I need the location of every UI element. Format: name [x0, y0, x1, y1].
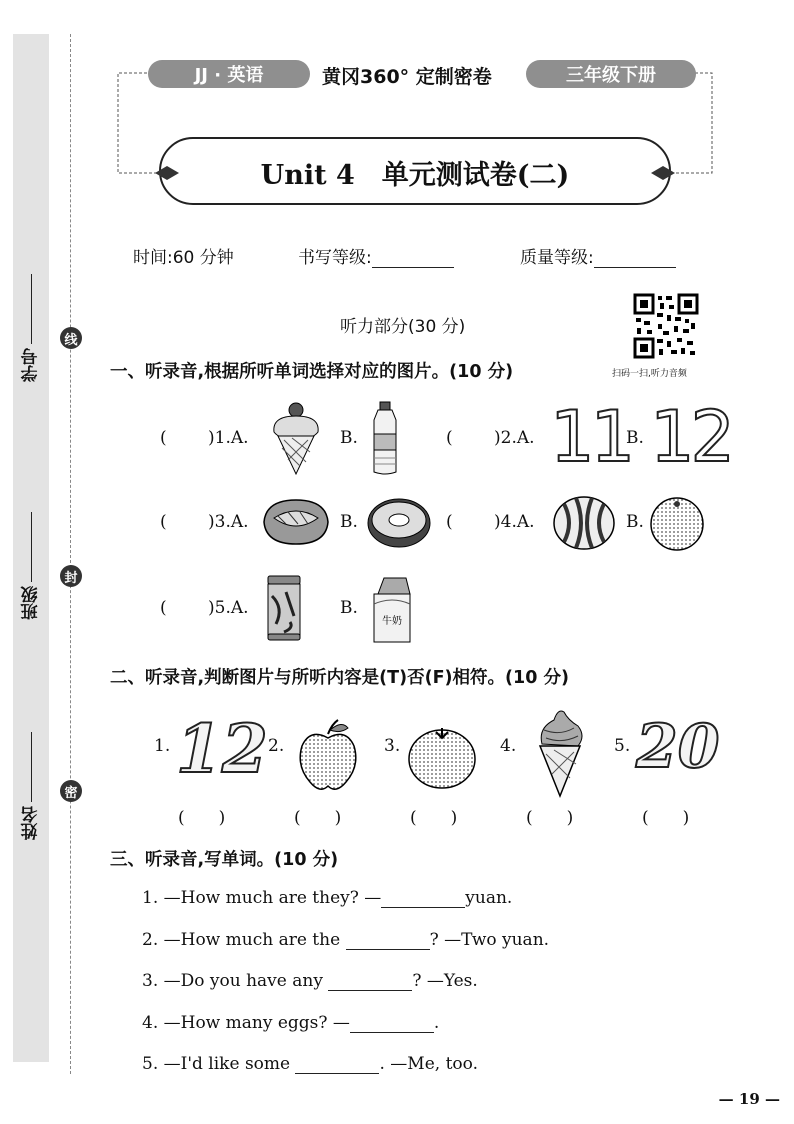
ice-cream-icon[interactable] [268, 400, 324, 476]
question-1-label: )1.A. [208, 428, 249, 448]
brand-title: 黄冈360° 定制密卷 [322, 66, 492, 88]
fill-line-2: 2. —How much are the ? —Two yuan. [142, 930, 550, 950]
seal-secret: 密 [60, 780, 82, 802]
number-eleven-picture[interactable]: 11 [550, 396, 632, 478]
quality-grade-blank[interactable] [594, 249, 676, 268]
page-number: — 19 — [718, 1090, 780, 1108]
fill-line-1: 1. —How much are they? — yuan. [142, 888, 513, 908]
bread-icon[interactable] [260, 494, 332, 550]
item-number: 4. [500, 736, 517, 756]
answer-blank[interactable] [328, 972, 412, 991]
soda-can-icon[interactable] [264, 572, 304, 644]
question-4-label: )4.A. [494, 512, 535, 532]
class-label: 班级 [14, 460, 48, 620]
answer-blank[interactable] [350, 1014, 434, 1033]
milk-carton-icon[interactable] [370, 574, 414, 644]
fill-line-3: 3. —Do you have any ? —Yes. [142, 971, 478, 991]
writing-grade: 书写等级: [298, 243, 454, 268]
unit-title: Unit 4 单元测试卷(二) [260, 159, 570, 191]
answer-paren[interactable]: ( [446, 512, 453, 532]
section3-title: 三、听录音,写单词。(10 分) [110, 850, 339, 870]
answer-paren[interactable]: ( [160, 428, 167, 448]
option-b: B. [626, 512, 644, 532]
answer-paren[interactable]: ( ) [642, 808, 690, 828]
answer-paren[interactable]: ( ) [178, 808, 226, 828]
writing-grade-blank[interactable] [372, 249, 454, 268]
number-twelve-picture[interactable]: 12 [176, 710, 268, 788]
answer-blank[interactable] [295, 1055, 379, 1074]
ice-cream-cone-icon[interactable] [534, 706, 586, 798]
answer-blank[interactable] [346, 931, 430, 950]
listening-header: 听力部分(30 分) [340, 317, 466, 337]
option-b: B. [340, 512, 358, 532]
answer-paren[interactable]: ( ) [294, 808, 342, 828]
subject-pill: JJ · 英语 [148, 60, 310, 88]
item-number: 1. [154, 736, 171, 756]
orange-icon[interactable] [648, 494, 706, 552]
answer-paren[interactable]: ( [446, 428, 453, 448]
qr-caption: 扫码一扫,听力音频 [612, 369, 687, 379]
item-number: 2. [268, 736, 285, 756]
answer-paren[interactable]: ( [160, 598, 167, 618]
milk-carton-text: 牛奶 [382, 616, 402, 627]
number-twelve-picture[interactable]: 12 [650, 396, 732, 478]
option-b: B. [340, 598, 358, 618]
watermelon-icon[interactable] [552, 494, 616, 552]
answer-blank[interactable] [381, 889, 465, 908]
quality-grade: 质量等级: [520, 243, 676, 268]
question-3-label: )3.A. [208, 512, 249, 532]
seal-line: 线 [60, 327, 82, 349]
answer-paren[interactable]: ( ) [526, 808, 574, 828]
question-2-label: )2.A. [494, 428, 535, 448]
answer-paren[interactable]: ( [160, 512, 167, 532]
answer-paren[interactable]: ( ) [410, 808, 458, 828]
cut-line [70, 34, 71, 1074]
qr-code-icon[interactable] [633, 293, 699, 359]
item-number: 5. [614, 736, 631, 756]
apple-icon[interactable] [296, 718, 360, 794]
number-twenty-picture[interactable]: 20 [636, 712, 720, 782]
student-number-label: 学号 [14, 232, 48, 382]
section1-title: 一、听录音,根据所听单词选择对应的图片。(10 分) [110, 362, 514, 382]
water-bottle-icon[interactable] [368, 400, 402, 476]
grade-pill: 三年级下册 [526, 60, 696, 88]
fill-line-5: 5. —I'd like some . —Me, too. [142, 1054, 478, 1074]
question-5-label: )5.A. [208, 598, 249, 618]
item-number: 3. [384, 736, 401, 756]
section2-title: 二、听录音,判断图片与所听内容是(T)否(F)相符。(10 分) [110, 668, 569, 688]
donut-icon[interactable] [366, 496, 432, 550]
name-label: 姓名 [14, 680, 48, 840]
fill-line-4: 4. —How many eggs? — . [142, 1013, 440, 1033]
orange-icon[interactable] [406, 724, 478, 790]
time-info: 时间:60 分钟 [133, 248, 234, 268]
seal-seal: 封 [60, 565, 82, 587]
option-b: B. [626, 428, 644, 448]
option-b: B. [340, 428, 358, 448]
